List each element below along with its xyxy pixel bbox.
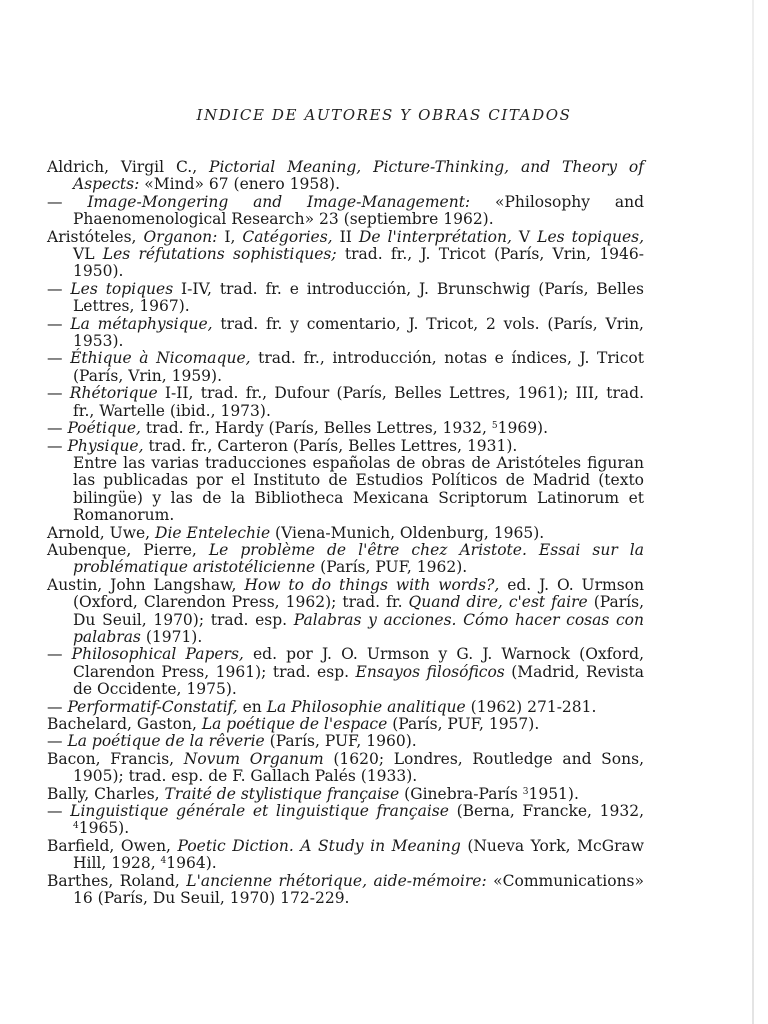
- index-entry: Bacon, Francis, Novum Organum (1620; Londres, Routledge and Sons, 1905); trad. esp. de F. Gallach Palés (1933).: [47, 749, 644, 786]
- index-entry: Arnold, Uwe, Die Entelechie (Viena-Munich, Oldenburg, 1965).: [47, 523, 545, 542]
- index-entry: Bally, Charles, Traité de stylistique française (Ginebra-París $^3$1951).: [47, 784, 579, 803]
- index-entry: Austin, John Langshaw, How to do things with words?, ed. J. O. Urmson (Oxford, Clarendon Press, 1962); trad. fr. Quand dire, c'est faire (París, Du Seuil, 1970); trad. esp. Palabras y acciones. Cómo hacer cosas con palabras (1971).: [47, 575, 644, 646]
- page-title: INDICE DE AUTORES Y OBRAS CITADOS: [196, 106, 572, 124]
- index-entry: — La métaphysique, trad. fr. y comentario, J. Tricot, 2 vols. (París, Vrin, 1953).: [47, 314, 644, 351]
- page-edge: [752, 0, 754, 1024]
- index-entry: Aldrich, Virgil C., Pictorial Meaning, Picture-Thinking, and Theory of Aspects: «Mind» 67 (enero 1958).: [47, 158, 644, 194]
- index-entry: Aubenque, Pierre, Le problème de l'être chez Aristote. Essai sur la problématique aristotélicienne (París, PUF, 1962).: [47, 540, 644, 577]
- index-entry: — Poétique, trad. fr., Hardy (París, Belles Lettres, 1932, $^5$1969).: [47, 419, 549, 438]
- index-entry: — Les topiques I-IV, trad. fr. e introducción, J. Brunschwig (París, Belles Lettres, 1967).: [47, 279, 644, 316]
- index-entry: — Performatif-Constatif, en La Philosophie analitique (1962) 271-281.: [47, 697, 597, 716]
- index-entry: — Physique, trad. fr., Carteron (París, Belles Lettres, 1931).: [47, 436, 518, 455]
- index-entries: [47, 159, 644, 907]
- index-entry: — Philosophical Papers, ed. por J. O. Urmson y G. J. Warnock (Oxford, Clarendon Press, 1961); trad. esp. Ensayos filosóficos (Madrid, Revista de Occidente, 1975).: [47, 645, 644, 699]
- index-note: Entre las varias traducciones españolas de obras de Aristóteles figuran las publicadas por el Instituto de Estudios Políticos de Madrid (texto bilingüe) y las de la Bibliotheca Mexicana Scriptorum Latinorum et Romanorum.: [73, 453, 644, 525]
- index-entry: Barfield, Owen, Poetic Diction. A Study in Meaning (Nueva York, McGraw Hill, 1928, $^4$1964).: [47, 836, 644, 873]
- index-entry: Aristóteles, Organon: I, Catégories, II De l'interprétation, V Les topiques, VL Les réfutations sophistiques; trad. fr., J. Tricot (París, Vrin, 1946-1950).: [47, 227, 645, 281]
- index-entry: — La poétique de la rêverie (París, PUF, 1960).: [47, 732, 417, 751]
- index-entry: — Rhétorique I-II, trad. fr., Dufour (París, Belles Lettres, 1961); III, trad. fr., Wartelle (ibid., 1973).: [47, 384, 644, 420]
- index-entry: — Éthique à Nicomaque, trad. fr., introducción, notas e índices, J. Tricot (París, Vrin, 1959).: [47, 349, 644, 385]
- index-entry: Bachelard, Gaston, La poétique de l'espace (París, PUF, 1957).: [47, 715, 540, 733]
- index-entry: — Linguistique générale et linguistique française (Berna, Francke, 1932, $^4$1965).: [47, 802, 645, 838]
- index-entry: Barthes, Roland, L'ancienne rhétorique, aide-mémoire: «Communications» 16 (París, Du Seuil, 1970) 172-229.: [47, 871, 644, 908]
- index-entry: — Image-Mongering and Image-Management: «Philosophy and Phaenomenological Research» 23 (septiembre 1962).: [47, 192, 645, 229]
